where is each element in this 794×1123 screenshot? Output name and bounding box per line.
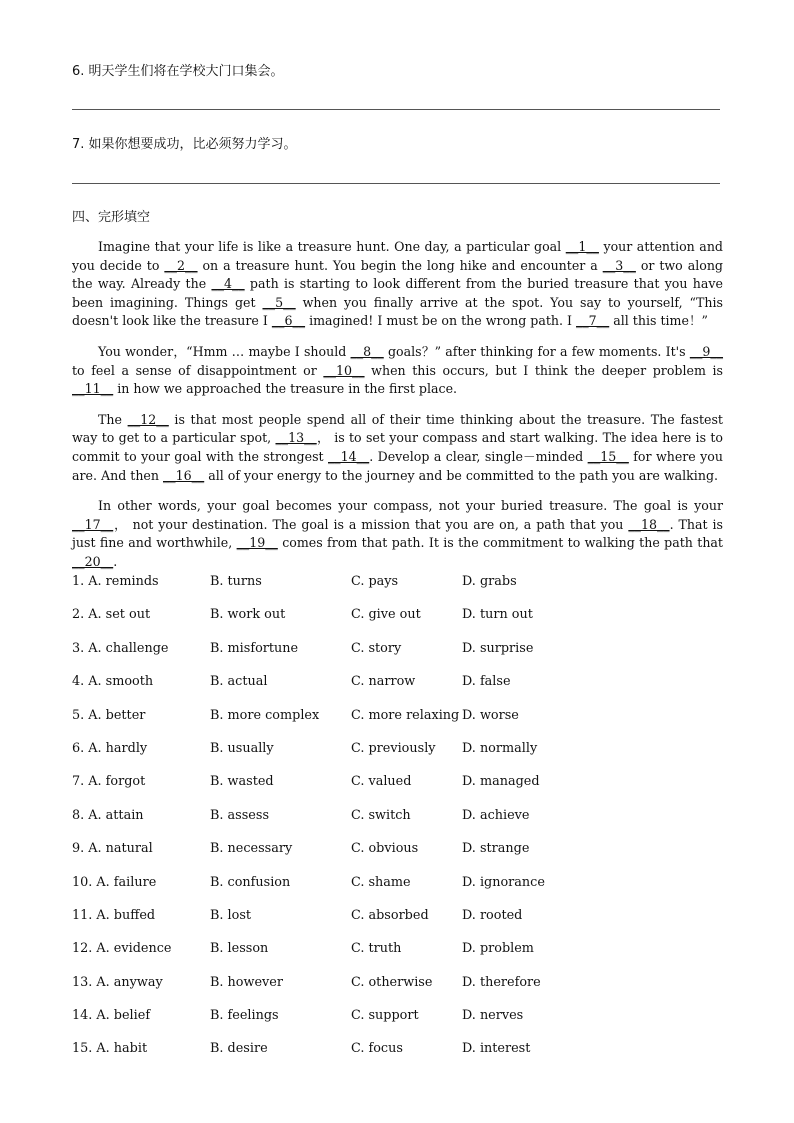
option-row <box>72 908 722 941</box>
option-c: C. support <box>351 1008 419 1024</box>
option-d: D. nerves <box>462 1008 524 1024</box>
blank: __7__ <box>576 313 610 329</box>
passage-text: path is starting to look different from the buried treasure that you have been imagining. Things get <box>72 276 723 310</box>
passage-text: The <box>98 411 128 427</box>
option-row <box>72 674 722 707</box>
option-c: C. give out <box>351 607 421 623</box>
option-d: D. therefore <box>462 974 541 990</box>
option-c: C. narrow <box>351 674 416 690</box>
blank: __8__ <box>350 343 384 359</box>
option-d: D. problem <box>462 941 534 957</box>
option-b: B. work out <box>210 607 286 623</box>
option-d: D. normally <box>462 740 538 756</box>
option-d: D. interest <box>462 1041 531 1057</box>
option-c: C. more relaxing <box>351 707 460 723</box>
answer-line-7 <box>72 183 720 184</box>
option-row <box>72 774 722 807</box>
passage-text: for where you are. And then <box>72 448 723 483</box>
option-a: 1. A. reminds <box>72 574 159 589</box>
option-row <box>72 607 722 640</box>
blank: __11__ <box>72 381 114 397</box>
option-row <box>72 941 722 974</box>
blank: __5__ <box>262 294 296 310</box>
option-a: 9. A. natural <box>72 841 153 857</box>
option-a: 11. A. buffed <box>72 907 156 923</box>
blank: __1__ <box>565 239 599 254</box>
passage-text: when this occurs, but I think the deeper problem is <box>364 362 723 378</box>
passage-text: on a treasure hunt. You begin the long hike and encounter a <box>197 257 603 273</box>
option-a: 8. A. attain <box>72 807 144 823</box>
option-b: B. desire <box>210 1041 268 1057</box>
option-a: 14. A. belief <box>72 1008 151 1024</box>
blank: __19__ <box>236 535 278 551</box>
passage-text: your attention and you decide to <box>72 239 723 273</box>
option-b: B. necessary <box>210 841 293 857</box>
option-row <box>72 1041 722 1074</box>
passage-text: . <box>113 553 118 569</box>
blank: __3__ <box>602 257 636 273</box>
option-row <box>72 841 722 874</box>
option-d: D. managed <box>462 774 540 790</box>
passage-text: or two along the way. Already the <box>72 257 723 292</box>
option-c: C. absorbed <box>351 907 429 923</box>
option-row <box>72 641 722 674</box>
passage-text: ， not your destination. The goal is a mission that you are on, a path that you <box>113 516 629 532</box>
blank: __12__ <box>127 411 169 427</box>
options-list <box>72 574 722 1075</box>
blank: __9__ <box>689 343 724 359</box>
passage-text: You wonder，“Hmm … maybe I should <box>98 343 351 359</box>
option-d: D. surprise <box>462 640 534 656</box>
option-row <box>72 574 722 607</box>
passage-text: imagined! I must be on the wrong path. I <box>305 313 577 329</box>
answer-line-6 <box>72 109 720 110</box>
option-d: D. grabs <box>462 574 517 589</box>
translation-question-7: 7. 如果你想要成功，比必须努力学习。 <box>72 137 297 152</box>
blank: __15__ <box>587 448 629 464</box>
option-b: B. assess <box>210 807 270 823</box>
option-row <box>72 808 722 841</box>
passage-text: . That is just fine and worthwhile, <box>72 516 723 551</box>
option-c: C. pays <box>351 574 399 589</box>
option-c: C. truth <box>351 941 402 957</box>
option-row <box>72 975 722 1008</box>
passage-text: . Develop a clear, single－minded <box>369 448 588 464</box>
passage-paragraph <box>72 411 723 485</box>
option-d: D. worse <box>462 707 519 723</box>
passage-text: all this time！” <box>609 313 708 329</box>
passage-paragraph <box>72 238 723 331</box>
option-a: 5. A. better <box>72 707 146 723</box>
blank: __10__ <box>323 362 365 378</box>
blank: __20__ <box>72 553 114 569</box>
option-c: C. obvious <box>351 841 419 857</box>
section-title: 四、完形填空 <box>72 210 151 225</box>
option-c: C. switch <box>351 807 411 823</box>
translation-question-6: 6. 明天学生们将在学校大门口集会。 <box>72 64 284 79</box>
option-a: 13. A. anyway <box>72 974 163 990</box>
option-a: 3. A. challenge <box>72 640 169 656</box>
blank: __16__ <box>163 467 205 483</box>
blank: __14__ <box>328 448 370 464</box>
option-row <box>72 1008 722 1041</box>
option-b: B. turns <box>210 574 262 589</box>
passage-text: in how we approached the treasure in the first place. <box>113 381 458 397</box>
option-c: C. valued <box>351 774 412 790</box>
option-d: D. strange <box>462 841 530 857</box>
passage-text: to feel a sense of disappointment or <box>72 362 324 378</box>
option-a: 6. A. hardly <box>72 740 148 756</box>
option-b: B. wasted <box>210 774 274 790</box>
blank: __6__ <box>271 313 306 329</box>
blank: __2__ <box>164 257 198 273</box>
option-a: 12. A. evidence <box>72 941 172 957</box>
option-a: 15. A. habit <box>72 1041 148 1057</box>
passage-text: Imagine that your life is like a treasure hunt. One day, a particular goal <box>98 239 566 254</box>
blank: __17__ <box>72 516 114 532</box>
passage-text: all of your energy to the journey and be committed to the path you are walking. <box>204 467 719 483</box>
passage-text: comes from that path. It is the commitment to walking the path that <box>277 535 723 551</box>
option-d: D. ignorance <box>462 874 545 890</box>
option-b: B. actual <box>210 674 268 690</box>
option-b: B. however <box>210 974 283 990</box>
blank: __13__ <box>275 430 317 446</box>
option-d: D. achieve <box>462 807 530 823</box>
passage-paragraph <box>72 343 723 399</box>
option-c: C. previously <box>351 740 436 756</box>
option-row <box>72 741 722 774</box>
option-c: C. shame <box>351 874 411 890</box>
option-b: B. feelings <box>210 1008 279 1024</box>
blank: __4__ <box>211 276 245 292</box>
passage-text: goals？” after thinking for a few moments. It's <box>383 343 690 359</box>
passage-text: when you finally arrive at the spot. You say to yourself, “This doesn't look like the treasure I <box>72 294 723 329</box>
option-b: B. confusion <box>210 874 291 890</box>
passage-text: ， is to set your compass and start walking. The idea here is to commit to your goal with the strongest <box>72 430 723 464</box>
option-b: B. lost <box>210 907 252 923</box>
cloze-passage <box>72 238 723 584</box>
option-b: B. misfortune <box>210 640 299 656</box>
option-a: 4. A. smooth <box>72 674 154 690</box>
option-b: B. usually <box>210 740 274 756</box>
option-a: 10. A. failure <box>72 874 157 890</box>
option-c: C. focus <box>351 1041 403 1057</box>
option-d: D. turn out <box>462 607 533 623</box>
option-a: 2. A. set out <box>72 607 151 623</box>
option-c: C. otherwise <box>351 974 433 990</box>
option-b: B. more complex <box>210 707 320 723</box>
option-row <box>72 708 722 741</box>
option-a: 7. A. forgot <box>72 774 146 790</box>
passage-text: In other words, your goal becomes your compass, not your buried treasure. The goal is your <box>98 498 723 514</box>
option-d: D. false <box>462 674 511 690</box>
option-c: C. story <box>351 640 402 656</box>
option-b: B. lesson <box>210 941 269 957</box>
blank: __18__ <box>628 516 670 532</box>
passage-paragraph <box>72 497 723 571</box>
option-row <box>72 875 722 908</box>
passage-text: is that most people spend all of their time thinking about the treasure. The fastest way to get to a particular spot, <box>72 411 723 446</box>
option-d: D. rooted <box>462 907 523 923</box>
